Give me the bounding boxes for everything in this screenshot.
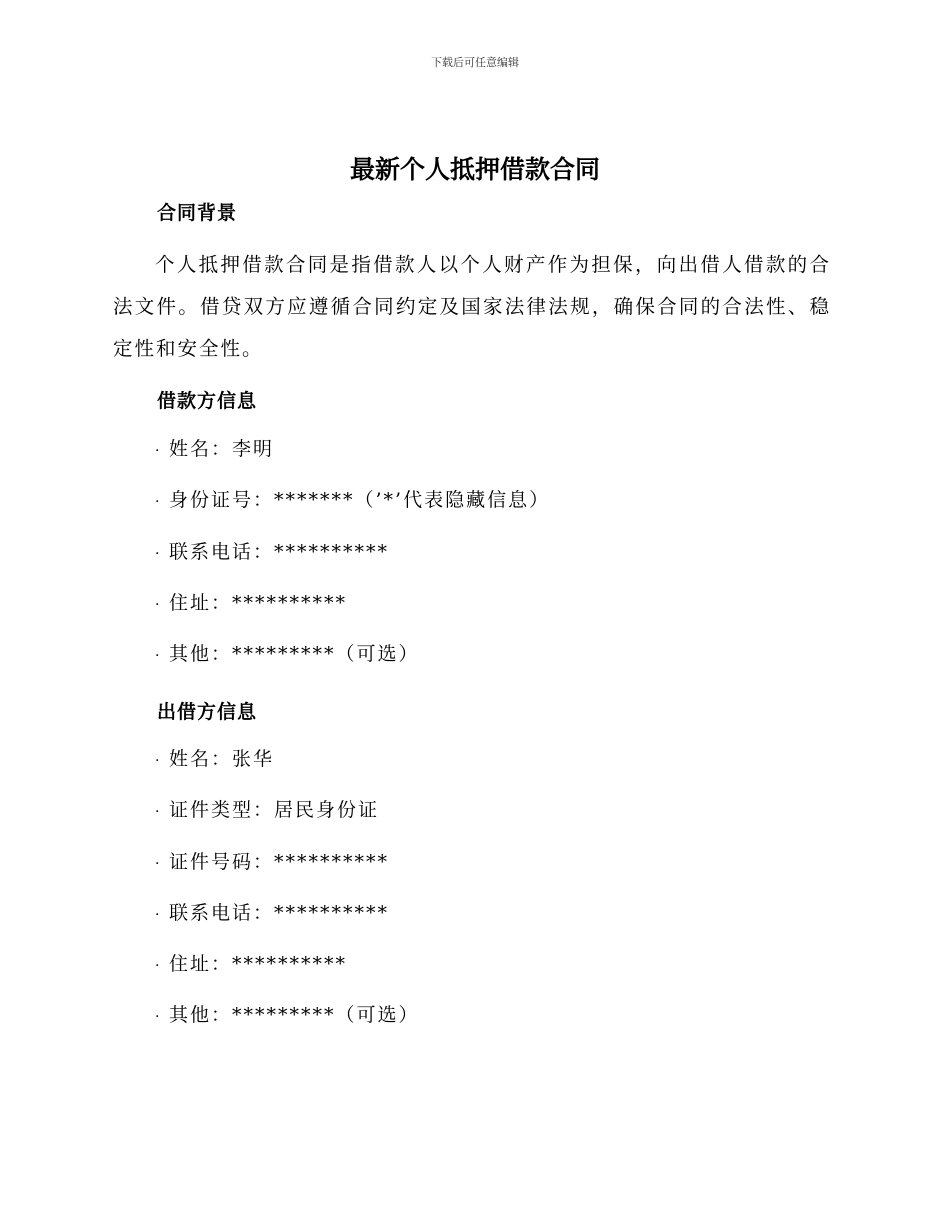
borrower-other: 其他：*********（可选）	[169, 643, 420, 666]
section-heading-borrower: 借款方信息	[157, 390, 258, 412]
list-item	[155, 852, 420, 903]
bullet-icon: ·	[155, 494, 162, 511]
list-item	[155, 954, 420, 1005]
borrower-id-number: 身份证号：*******（’*’代表隐藏信息）	[169, 489, 551, 512]
list-item	[155, 1005, 420, 1056]
list-item	[155, 644, 550, 695]
borrower-phone: 联系电话：**********	[169, 540, 390, 563]
list-item	[155, 800, 420, 851]
list-item	[155, 542, 550, 593]
lender-info-list	[155, 749, 420, 1057]
bullet-icon: ·	[155, 906, 162, 923]
lender-id-number: 证件号码：**********	[169, 850, 390, 873]
lender-phone: 联系电话：**********	[169, 901, 390, 924]
bullet-icon: ·	[155, 1009, 162, 1026]
borrower-info-list	[155, 439, 550, 695]
bullet-icon: ·	[155, 545, 162, 562]
bullet-icon: ·	[155, 958, 162, 975]
list-item	[155, 439, 550, 490]
lender-name: 姓名：张华	[169, 748, 275, 770]
lender-address: 住址：**********	[169, 953, 348, 976]
borrower-name: 姓名：李明	[169, 438, 275, 460]
page-header-note: 下载后可任意编辑	[431, 56, 519, 69]
bullet-icon: ·	[155, 443, 162, 459]
document-title: 最新个人抵押借款合同	[349, 155, 600, 184]
section-heading-lender: 出借方信息	[157, 701, 258, 723]
bullet-icon: ·	[155, 648, 162, 665]
section-heading-background: 合同背景	[157, 202, 238, 224]
lender-other: 其他：*********（可选）	[169, 1004, 420, 1027]
borrower-address: 住址：**********	[169, 591, 348, 614]
bullet-icon: ·	[155, 804, 162, 821]
list-item	[155, 749, 420, 800]
list-item	[155, 593, 550, 644]
bullet-icon: ·	[155, 855, 162, 872]
list-item	[155, 490, 550, 541]
background-paragraph: 个人抵押借款合同是指借款人以个人财产作为担保，向出借人借款的合法文件。借贷双方应遵循合同约定及国家法律法规，确保合同的合法性、稳定性和安全性。	[113, 253, 831, 360]
lender-id-type: 证件类型：居民身份证	[169, 799, 380, 822]
list-item	[155, 903, 420, 954]
bullet-icon: ·	[155, 753, 162, 769]
bullet-icon: ·	[155, 596, 162, 613]
